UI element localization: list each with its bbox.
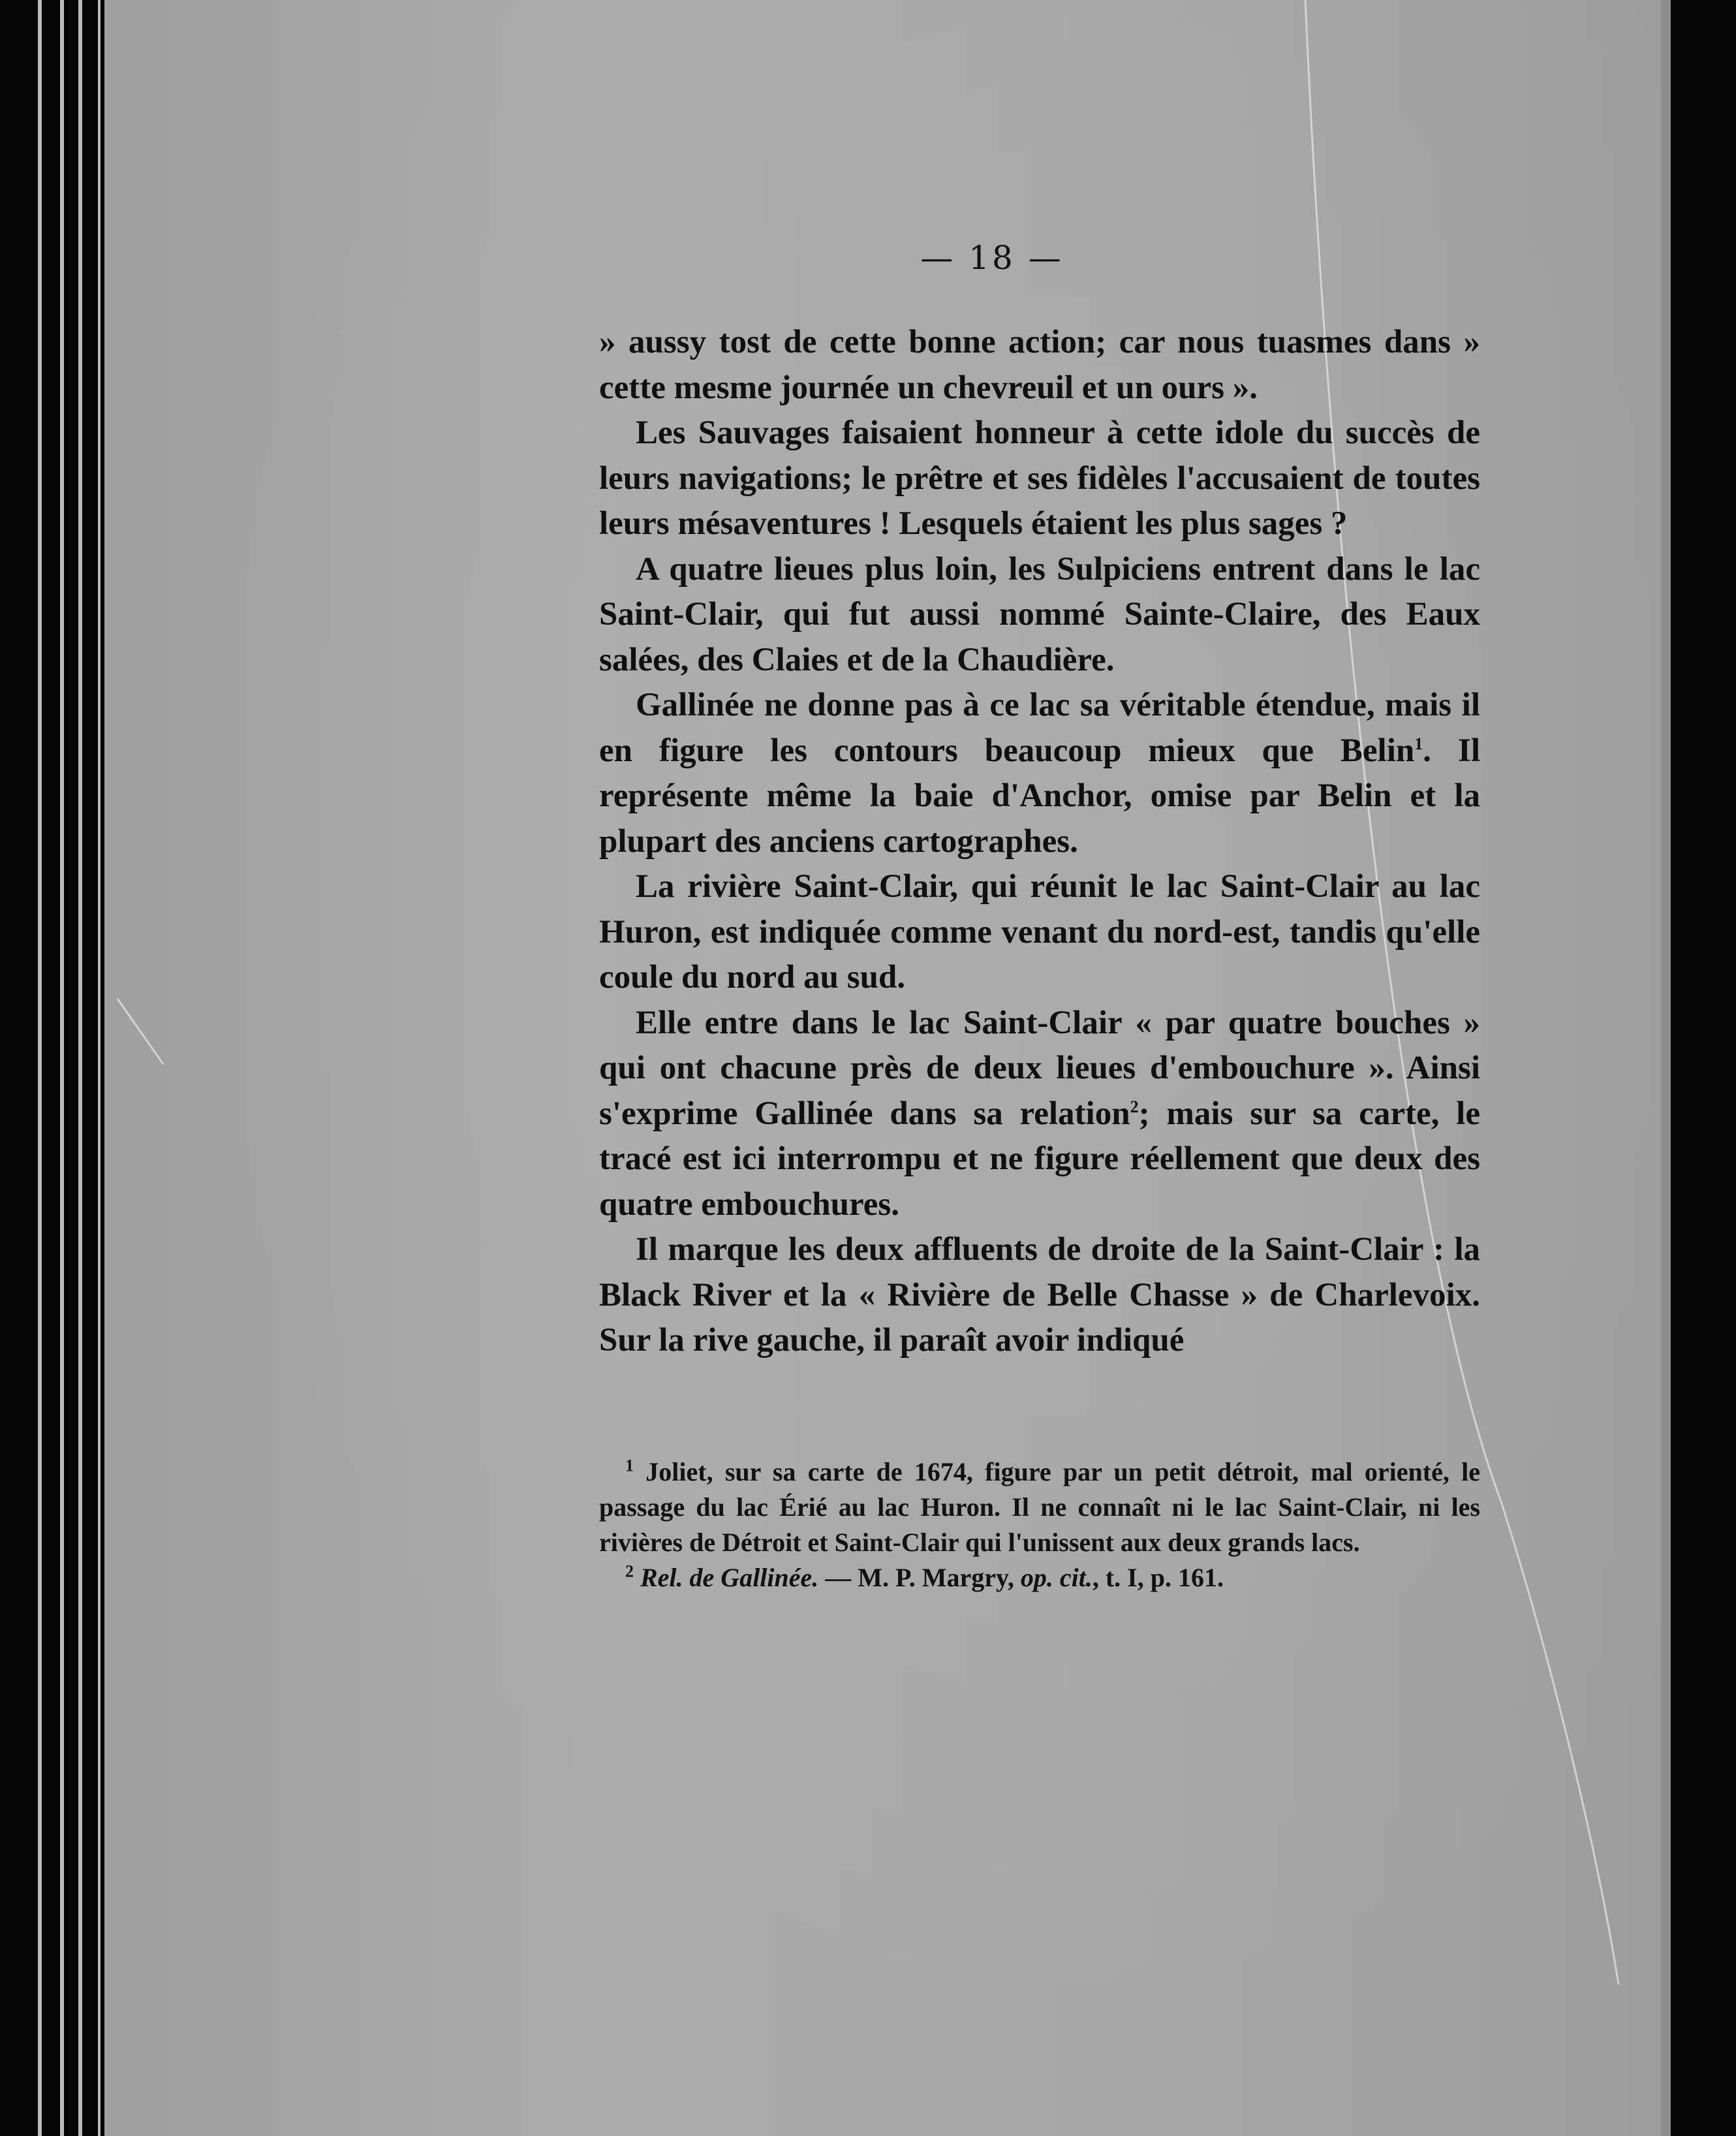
paragraph-text: Elle entre dans le lac Saint-Clair « par quatre bouches » qui ont chacune près de deux lieues d'embouchure ». Ainsi s'exprime Gallinée dans sa relation (599, 1004, 1480, 1132)
paragraph-text: . Il représente même la baie d'Anchor, omise par Belin et la plupart des anciens cartographes. (599, 732, 1480, 860)
body-text (599, 320, 1480, 1364)
paragraph: Il marque les deux affluents de droite de la Saint-Clair : la Black River et la « Rivière de Belle Chasse » de Charlevoix. Sur la rive gauche, il paraît avoir indiqué (599, 1231, 1480, 1359)
footnote (599, 1560, 1480, 1595)
paragraph-text: ; mais sur sa carte, le tracé est ici interrompu et ne figure réellement que deux des quatre embouchures. (599, 1095, 1480, 1223)
footnotes (599, 1454, 1480, 1595)
paragraph: A quatre lieues plus loin, les Sulpiciens entrent dans le lac Saint-Clair, qui fut aussi nommé Sainte-Claire, des Eaux salées, des Claies et de la Chaudière. (599, 550, 1480, 678)
paragraph: » aussy tost de cette bonne action; car nous tuasmes dans » cette mesme journée un chevreuil et un ours ». (599, 324, 1480, 406)
footnote-source-title: Rel. de Gallinée. (640, 1563, 819, 1592)
paragraph-text: Gallinée ne donne pas à ce lac sa véritable étendue, mais il en figure les contours beaucoup mieux que Belin (599, 687, 1480, 769)
footnote-citation: op. cit. (1020, 1563, 1093, 1592)
paragraph: Les Sauvages faisaient honneur à cette idole du succès de leurs navigations; le prêtre et ses fidèles l'accusaient de toutes leurs mésaventures ! Lesquels étaient les plus sages ? (599, 415, 1480, 542)
footnote (599, 1454, 1480, 1560)
paragraph (599, 1001, 1480, 1228)
footnote-text: Joliet, sur sa carte de 1674, figure par un petit détroit, mal orienté, le passage du lac Érié au lac Huron. Il ne connaît ni le lac Saint-Clair, ni les rivières de Détroit et Saint-Clair qui l'unissent aux deux grands lacs. (599, 1457, 1480, 1557)
footnote-text: , t. I, p. 161. (1092, 1563, 1224, 1592)
page-number: — 18 — (920, 239, 1064, 277)
footnote-ref: 2 (1130, 1097, 1139, 1116)
footnote-text: — M. P. Margry, (818, 1563, 1021, 1592)
paragraph: La rivière Saint-Clair, qui réunit le lac Saint-Clair au lac Huron, est indiquée comme venant du nord-est, tandis qu'elle coule du nord au sud. (599, 868, 1480, 996)
footnote-marker: 2 (625, 1562, 634, 1581)
footnote-ref: 1 (1414, 734, 1423, 753)
footnote-marker: 1 (625, 1456, 634, 1475)
paragraph (599, 683, 1480, 864)
